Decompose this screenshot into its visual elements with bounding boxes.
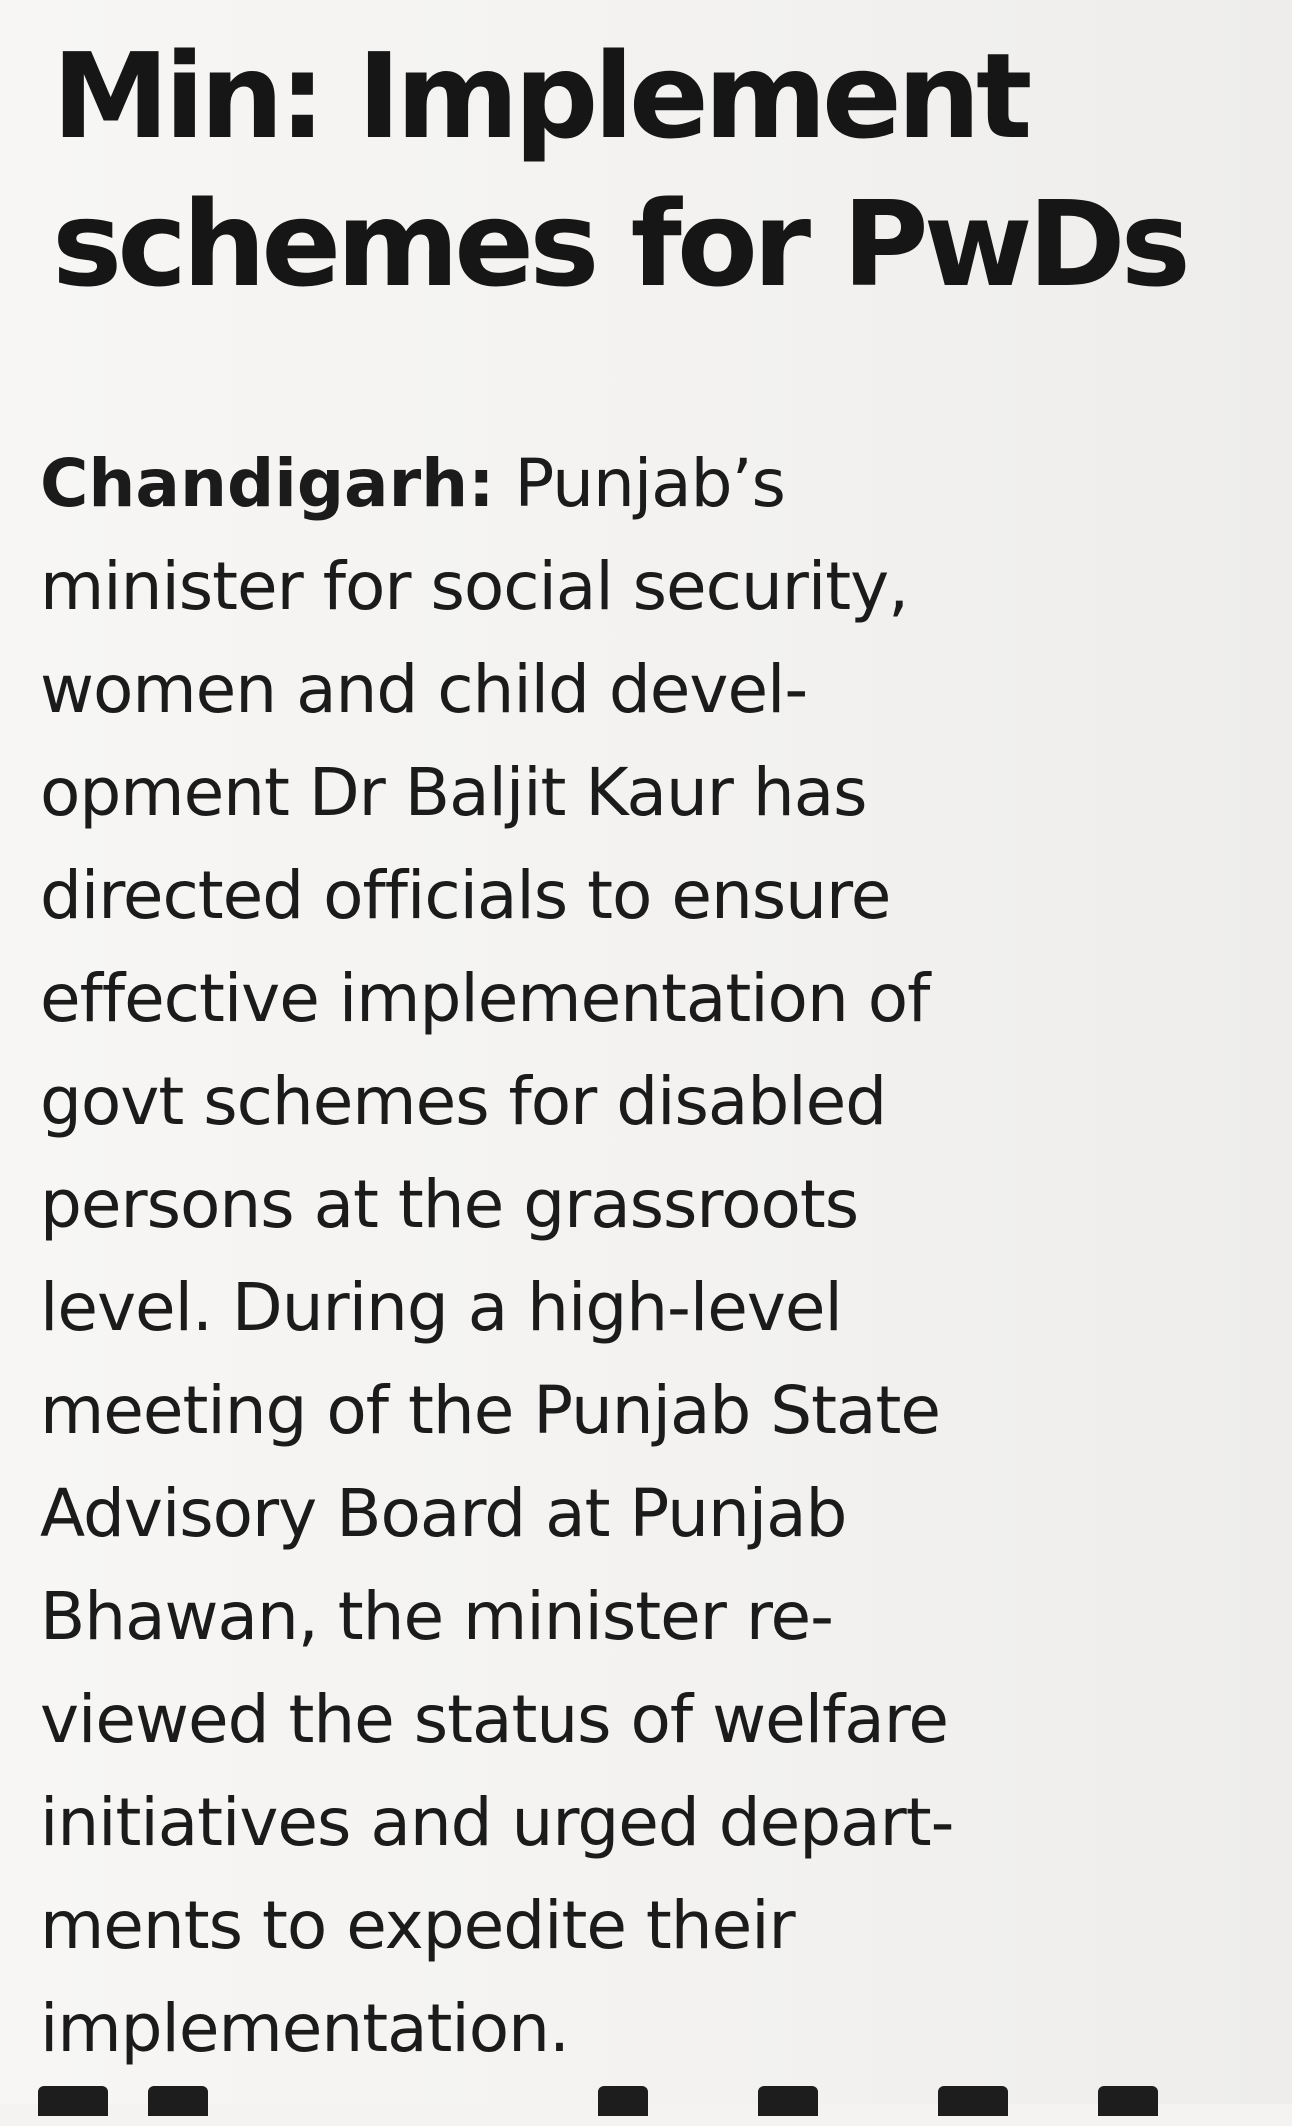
body-line-3: women and child devel- [40, 651, 808, 728]
headline-line-2: schemes for PwDs [52, 175, 1186, 313]
body-line-15: ments to expedite their [40, 1887, 795, 1964]
body-line-16: implementation. [40, 1990, 569, 2067]
body-line-1 [40, 432, 1270, 535]
headline [52, 22, 1252, 318]
body-line-7: govt schemes for disabled [40, 1063, 887, 1140]
body-line-11: Advisory Board at Punjab [40, 1475, 847, 1552]
body-line-4: opment Dr Baljit Kaur has [40, 754, 867, 831]
body-line-12: Bhawan, the minister re- [40, 1578, 833, 1655]
cutoff-glyph [938, 2086, 1008, 2116]
body-line-9: level. During a high-level [40, 1269, 842, 1346]
cutoff-glyph [148, 2086, 208, 2116]
headline-line-1: Min: Implement [52, 27, 1028, 165]
body-line-5: directed officials to ensure [40, 857, 891, 934]
body-line-2: minister for social security, [40, 548, 909, 625]
body-line-13: viewed the status of welfare [40, 1681, 949, 1758]
cutoff-glyph [1098, 2086, 1158, 2116]
article-body [40, 432, 1270, 2080]
next-headline-cutoff [38, 2086, 1188, 2126]
cutoff-glyph [598, 2086, 648, 2116]
cutoff-glyph [758, 2086, 818, 2116]
body-line-6: effective implementation of [40, 960, 930, 1037]
dateline: Chandigarh: [40, 445, 495, 522]
body-line-1-text: Punjab’s [514, 445, 785, 522]
body-line-14: initiatives and urged depart- [40, 1784, 954, 1861]
cutoff-glyph [38, 2086, 108, 2116]
body-line-8: persons at the grassroots [40, 1166, 859, 1243]
body-line-10: meeting of the Punjab State [40, 1372, 940, 1449]
